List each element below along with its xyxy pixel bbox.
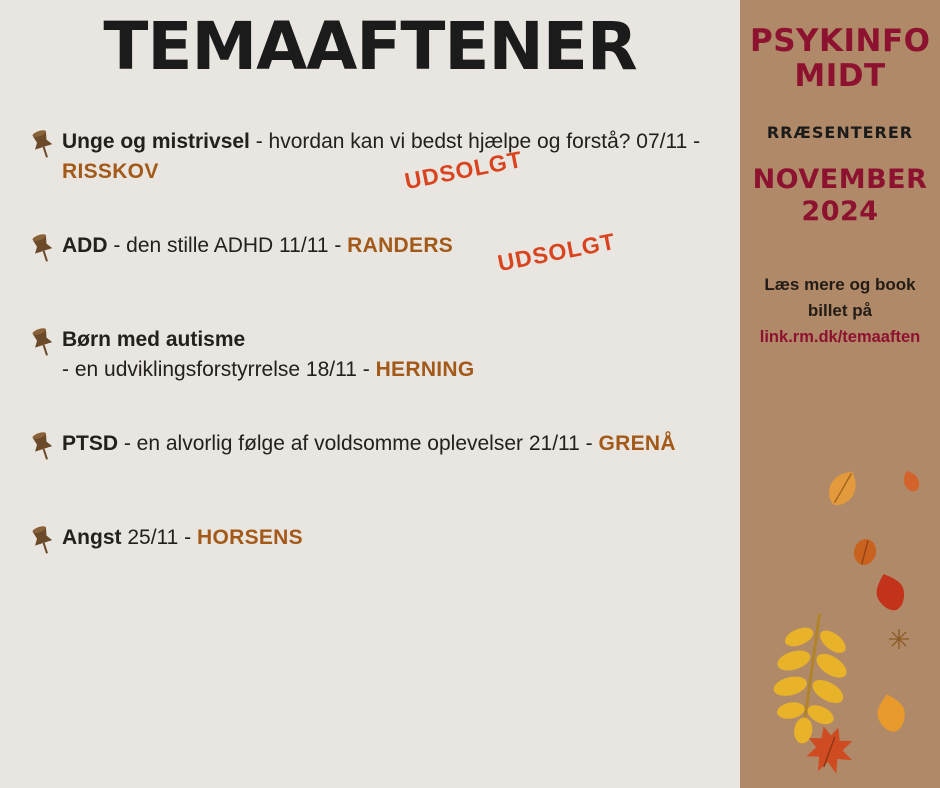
event-title: PTSD bbox=[62, 431, 119, 455]
event-text bbox=[62, 126, 720, 195]
event-text bbox=[62, 324, 720, 386]
leaf-icon bbox=[888, 628, 910, 650]
brand-name bbox=[750, 24, 930, 93]
month-label: NOVEMBER bbox=[752, 164, 928, 196]
event-title: Angst bbox=[62, 525, 122, 549]
event-description: - hvordan kan vi bedst hjælpe og forstå? 07/11 - bbox=[249, 130, 701, 153]
booking-link[interactable]: link.rm.dk/temaaften bbox=[759, 328, 921, 347]
event-city: GRENÅ bbox=[598, 431, 676, 455]
page-title: TEMAAFTENER bbox=[103, 8, 637, 85]
event-description: 25/11 - bbox=[121, 525, 197, 549]
leaf-icon bbox=[868, 690, 914, 736]
event-city: RANDERS bbox=[347, 233, 454, 257]
event-text bbox=[62, 522, 720, 553]
event-city: HORSENS bbox=[197, 525, 303, 549]
pushpin-icon bbox=[26, 232, 62, 271]
event-city: HERNING bbox=[375, 358, 475, 382]
brand-line-1: PSYKINFO bbox=[750, 23, 931, 59]
booking-info bbox=[750, 272, 930, 350]
event-title: Børn med autisme bbox=[62, 327, 246, 351]
presents-label: RRÆSENTERER bbox=[766, 123, 914, 143]
year-label: 2024 bbox=[801, 196, 879, 228]
list-item[interactable] bbox=[26, 126, 720, 195]
pushpin-icon bbox=[26, 326, 62, 365]
leaf-icon bbox=[820, 465, 866, 511]
sidebar bbox=[740, 0, 940, 788]
list-item[interactable] bbox=[26, 522, 720, 574]
event-text bbox=[62, 227, 720, 277]
event-title: Unge og mistrivsel bbox=[62, 130, 250, 153]
status-badge: UDSOLGT bbox=[495, 227, 618, 277]
event-description: - en udviklingsforstyrrelse 18/11 - bbox=[62, 358, 376, 382]
leaf-icon bbox=[766, 605, 856, 745]
leaf-icon bbox=[802, 722, 858, 778]
leaf-icon bbox=[868, 570, 912, 614]
brand-line-2: MIDT bbox=[794, 57, 886, 94]
list-item[interactable] bbox=[26, 324, 720, 386]
event-description: - en alvorlig følge af voldsomme oplevelser 21/11 - bbox=[118, 431, 599, 455]
leaf-icon bbox=[848, 535, 882, 569]
event-list bbox=[0, 126, 740, 574]
event-text bbox=[62, 428, 720, 459]
event-city: RISSKOV bbox=[62, 160, 159, 184]
event-description: - den stille ADHD 11/11 - bbox=[107, 233, 348, 257]
pushpin-icon bbox=[26, 430, 62, 469]
pushpin-icon bbox=[26, 524, 62, 563]
leaf-icon bbox=[898, 468, 924, 494]
event-title: ADD bbox=[62, 233, 108, 257]
list-item[interactable] bbox=[26, 428, 720, 480]
list-item[interactable] bbox=[26, 227, 720, 282]
status-badge: UDSOLGT bbox=[402, 145, 525, 195]
date-block bbox=[750, 164, 930, 228]
booking-text: Læs mere og book billet på bbox=[764, 275, 916, 320]
pushpin-icon bbox=[26, 128, 62, 167]
autumn-leaves-decoration bbox=[740, 440, 940, 788]
